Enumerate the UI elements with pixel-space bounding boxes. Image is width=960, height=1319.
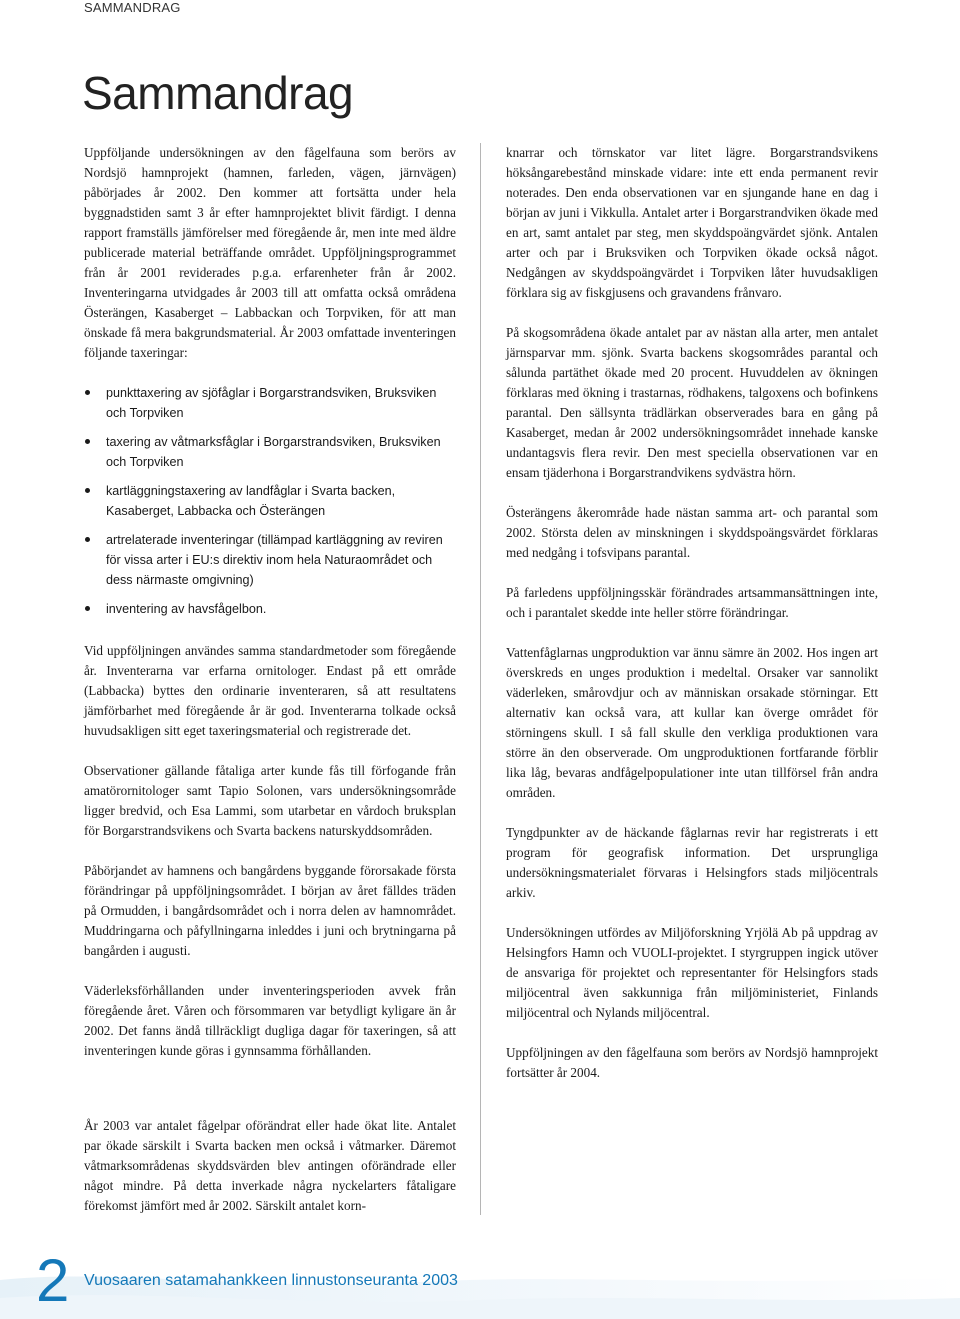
body-paragraph: knarrar och törnskator var litet lägre. Borgarstrandsvikens höksångarebestånd minskade vidare: inte ett enda permanent revir noterades. Den enda observationen var en sjungande hane en dag i början av juni i Vikkulla. Antalet arter i Borgarstrandviken ökade med en art, samt antalet par steg, men skyddspoängvärdet sjönk. Antalen arter och par i Bruksviken och Torpviken ökade också något. Nedgången av skyddspoängvärdet i Torpviken låter huvudsakligen förklara sig av fiskgjusens och gravandens frånvaro. bbox=[506, 145, 878, 300]
bullet-icon bbox=[85, 488, 90, 493]
left-column bbox=[84, 143, 456, 1081]
body-paragraph: På farledens uppföljningsskär förändrades artsammansättningen inte, och i parantalet skedde inte heller större förändringar. bbox=[506, 585, 878, 620]
bullet-icon bbox=[85, 537, 90, 542]
list-item-text: artrelaterade inventeringar (tillämpad kartläggning av reviren för vissa arter i EU:s direktiv inom hela Naturaområdet och dess närmaste omgivning) bbox=[106, 533, 443, 587]
list-item bbox=[84, 530, 456, 590]
bottom-paragraph: År 2003 var antalet fågelpar oförändrat eller hade ökat lite. Antalet par ökade särskilt i Svarta backen men också i våtmarker. Däremot våtmarksområdenas skyddsvärden blev antingen oförändrade eller något mindre. På detta inverkade några nyckelarters fåtaligare förekomst jämfört med år 2002. Särskilt antalet korn- bbox=[84, 1118, 456, 1213]
footer-title: Vuosaaren satamahankkeen linnustonseuranta 2003 bbox=[84, 1272, 458, 1289]
list-item-text: taxering av våtmarksfåglar i Borgarstrandsviken, Bruksviken och Torpviken bbox=[106, 435, 441, 469]
body-paragraph: Vattenfåglarnas ungproduktion var ännu sämre än 2002. Hos ingen art överskreds en unges produktion i medeltal. Orsaker var sannolikt väderleken, smårovdjur och av människan orsakade störningar. Ett alternativ kan också vara, att kullar kan överge området för störningens skull. I så fall skulle den verkliga produktionen vara större än den observerade. Om ungproduktionen fortfarande förblir lika låg, bevaras andfågelpopulationer inte utan tillförsel från andra områden. bbox=[506, 645, 878, 800]
body-paragraph: Påbörjandet av hamnens och bangårdens byggande förorsakade första förändringar på uppföljningsområdet. I början av året fälldes träden på Ormudden, i bangårdsområdet och i norra delen av hamnområdet. Muddringarna och påfyllningarna inleddes i juni och brytningarna på bangården i augusti. bbox=[84, 863, 456, 958]
page-title: Sammandrag bbox=[82, 67, 354, 119]
section-label: SAMMANDRAG bbox=[84, 0, 181, 15]
list-item bbox=[84, 481, 456, 521]
body-paragraph: Undersökningen utfördes av Miljöforskning Yrjölä Ab på uppdrag av Helsingfors Hamn och VUOLI-projektet. I styrgruppen ingick utöver de ansvariga för projektet och representanter för Helsingfors stads miljöcentral även sakkunniga från miljöministeriet, Finlands miljöcentral och Nylands miljöcentral. bbox=[506, 925, 878, 1020]
taxation-list bbox=[84, 383, 456, 619]
list-item bbox=[84, 432, 456, 472]
list-item bbox=[84, 383, 456, 423]
bullet-icon bbox=[85, 390, 90, 395]
body-paragraph: Tyngdpunkter av de häckande fåglarnas revir har registrerats i ett program för geografisk information. Det ursprungliga undersökningsmaterialet förvaras i Helsingfors stads miljöcentrals arkiv. bbox=[506, 825, 878, 900]
page-footer bbox=[0, 1240, 960, 1319]
body-paragraph: På skogsområdena ökade antalet par av nästan alla arter, men antalet järnsparvar mm. sjönk. Svarta backens skogsområdes parantal och sålunda partäthet ökade med 20 procent. Huvuddelen av ökningen förklaras med ökning i trastarnas, rödhakens, talgoxens och bofinkens parantal. Den sällsynta trädlärkan observerades bara en gång på Kasaberget, medan år 2002 undersökningsområdet innehade kanske undantagsvis flera revir. Den mest speciella observationen var en ensam tjäderhona i Borgarstrandvikens sydvästra hörn. bbox=[506, 325, 878, 480]
right-column bbox=[506, 143, 878, 1103]
intro-paragraph: Uppföljande undersökningen av den fågelfauna som berörs av Nordsjö hamnprojekt (hamnen, farleden, vägen, järnvägen) påbörjades år 2002. Den kommer att fortsätta under hela byggnadstiden samt 3 år efter hamnprojektet blivit färdigt. I denna rapport framställs jämförelser med föregående år, men inte med äldre publicerade material beträffande området. Uppföljningsprogrammet från år 2001 reviderades p.g.a. erfarenheter från år 2002. Inventeringarna utvidgades år 2003 till att omfatta också områdena Österängen, Kasaberget – Labbackan och Torpviken, för att man önskade få mera bakgrundsmaterial. År 2003 omfattade inventeringen följande taxeringar: bbox=[84, 145, 456, 360]
body-paragraph: Väderleksförhållanden under inventeringsperioden avvek från föregående året. Våren och försommaren var betydligt kyligare än år 2002. Det fanns ändå tillräckligt dugliga dagar för taxeringen, så att inventeringen kunde göras i gynnsamma förhållanden. bbox=[84, 983, 456, 1058]
body-paragraph: Uppföljningen av den fågelfauna som berörs av Nordsjö hamnprojekt fortsätter år 2004. bbox=[506, 1045, 878, 1080]
list-item-text: punkttaxering av sjöfåglar i Borgarstrandsviken, Bruksviken och Torpviken bbox=[106, 386, 437, 420]
list-item bbox=[84, 599, 456, 619]
page-number: 2 bbox=[36, 1247, 70, 1314]
body-paragraph: Observationer gällande fåtaliga arter kunde fås till förfogande från amatörornitologer samt Tapio Solonen, vars undersökningsområde ligger bredvid, och Esa Lammi, som utarbetar en vårdoch bruksplan för Borgarstrandsvikens och Svarta backens naturskyddsområden. bbox=[84, 763, 456, 838]
body-paragraph: Österängens åkerområde hade nästan samma art- och parantal som 2002. Största delen av minskningen i skyddspoängsvärdet förklaras med nedgång i tofsvipans parantal. bbox=[506, 505, 878, 560]
column-divider bbox=[480, 143, 481, 1215]
list-item-text: inventering av havsfågelbon. bbox=[106, 602, 267, 616]
bullet-icon bbox=[85, 439, 90, 444]
list-item-text: kartläggningstaxering av landfåglar i Svarta backen, Kasaberget, Labbacka och Österängen bbox=[106, 484, 396, 518]
body-paragraph: Vid uppföljningen användes samma standardmetoder som föregående år. Inventerarna var erfarna ornitologer. Endast på ett område (Labbacka) byttes den ordinarie inventeraren, så att resultatens jämförbarhet med föregående år är god. Inventerarna tolkade också huvudsakligen sitt eget taxeringsmaterial och registrerade det. bbox=[84, 643, 456, 738]
bullet-icon bbox=[85, 606, 90, 611]
